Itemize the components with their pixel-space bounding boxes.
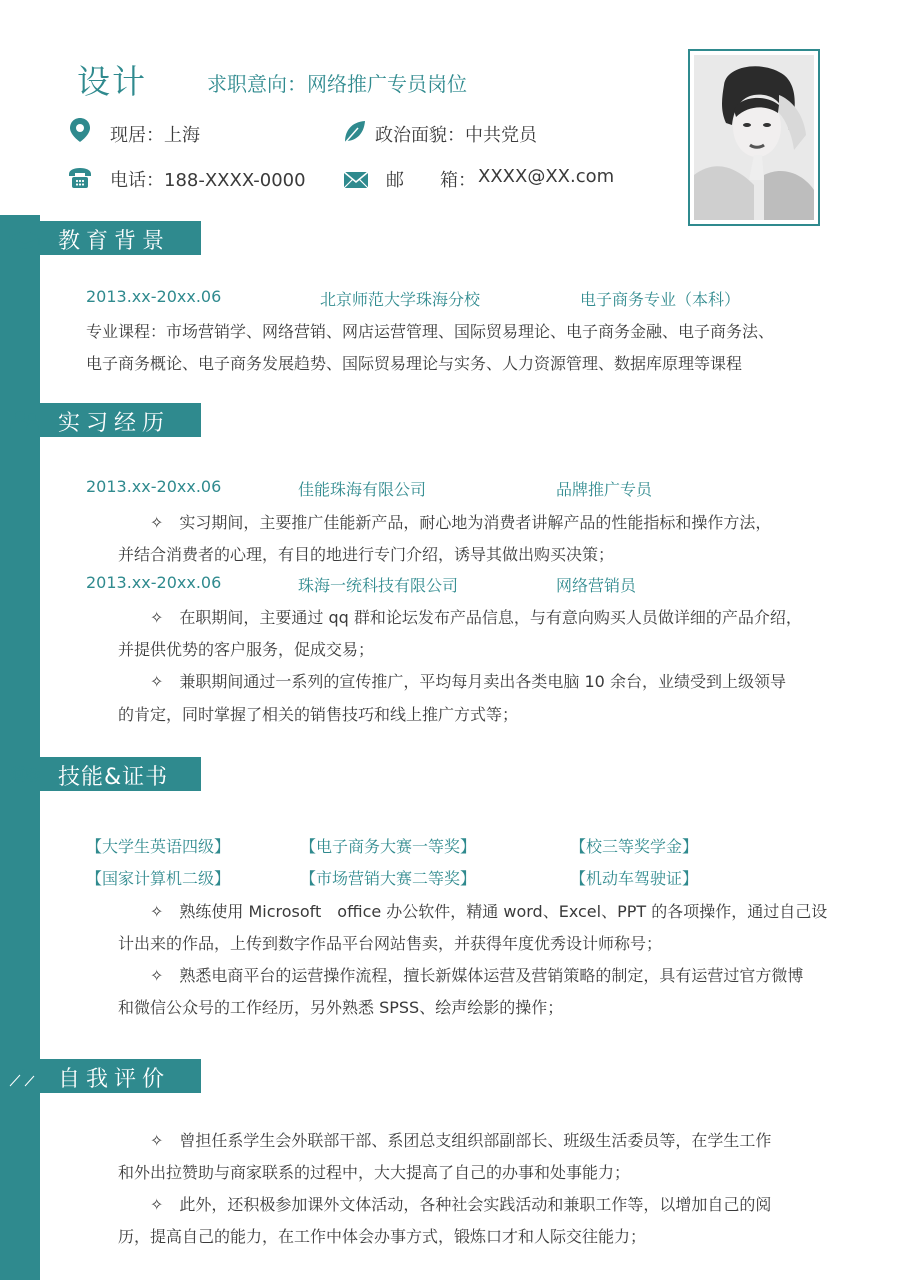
- email-label: 邮 箱：: [386, 170, 476, 191]
- cert-cet4: 【大学生英语四级】: [86, 837, 231, 856]
- self-eval-line2: 和外出拉赞助与商家联系的过程中，大大提高了自己的办事和处事能力；: [118, 1163, 631, 1182]
- job2-desc-line2: 并提供优势的客户服务，促成交易；: [118, 640, 375, 659]
- side-accent-bar: [0, 215, 40, 1280]
- cert-scholarship: 【校三等奖学金】: [570, 837, 699, 856]
- section-self-eval-title: 自我评价: [58, 1067, 171, 1092]
- people-icon: [8, 408, 42, 432]
- telephone-icon: [66, 164, 94, 192]
- cert-computer-level2: 【国家计算机二级】: [86, 869, 231, 888]
- job2-company: 珠海一统科技有限公司: [298, 576, 459, 595]
- job-intent: 求职意向：网络推广专员岗位: [207, 72, 467, 96]
- job1-desc-line1: ✧ 实习期间，主要推广佳能新产品，耐心地为消费者讲解产品的性能指标和操作方法，: [150, 513, 772, 532]
- section-internship-title: 实习经历: [58, 411, 171, 436]
- profile-photo: [688, 49, 820, 226]
- section-internship-header: [0, 403, 201, 437]
- gears-icon: [8, 762, 42, 786]
- education-courses-line1: 专业课程：市场营销学、网络营销、网店运营管理、国际贸易理论、电子商务金融、电子商务法、: [86, 322, 775, 341]
- location-pin-icon: [66, 116, 94, 144]
- cert-driver-license: 【机动车驾驶证】: [570, 869, 699, 888]
- section-self-eval-header: [0, 1059, 201, 1093]
- self-eval-line1: ✧ 曾担任系学生会外联部干部、系团总支组织部副部长、班级生活委员等，在学生工作: [150, 1131, 772, 1150]
- section-skills-header: [0, 757, 201, 791]
- cert-ecommerce-first: 【电子商务大赛一等奖】: [300, 837, 477, 856]
- self-eval-line4: 历，提高自己的能力，在工作中体会办事方式，锻炼口才和人际交往能力；: [118, 1227, 647, 1246]
- job2-role: 网络营销员: [556, 576, 637, 595]
- section-skills-title: 技能&证书: [58, 765, 169, 790]
- leaves-icon: [8, 1064, 42, 1088]
- section-education-header: [0, 221, 201, 255]
- section-education-title: 教育背景: [58, 229, 171, 254]
- graduation-cap-icon: [8, 226, 42, 250]
- leaf-icon: [340, 118, 368, 146]
- skills-desc-line3: ✧ 熟悉电商平台的运营操作流程，擅长新媒体运营及营销策略的制定，具有运营过官方微博: [150, 966, 804, 985]
- job1-period: 2013.xx-20xx.06: [86, 477, 222, 496]
- phone-info: 电话：188-XXXX-0000: [110, 170, 306, 191]
- job2-period: 2013.xx-20xx.06: [86, 573, 222, 592]
- skills-desc-line4: 和微信公众号的工作经历，另外熟悉 SPSS、绘声绘影的操作；: [118, 998, 564, 1017]
- email-value: XXXX@XX.com: [478, 166, 615, 187]
- skills-desc-line1: ✧ 熟练使用 Microsoft office 办公软件，精通 word、Excel、PPT 的各项操作，通过自己设: [150, 902, 828, 921]
- skills-desc-line2: 计出来的作品，上传到数字作品平台网站售卖，并获得年度优秀设计师称号；: [118, 934, 663, 953]
- education-major: 电子商务专业（本科）: [580, 290, 741, 309]
- job1-desc-line2: 并结合消费者的心理，有目的地进行专门介绍，诱导其做出购买决策；: [118, 545, 615, 564]
- job1-company: 佳能珠海有限公司: [298, 480, 427, 499]
- resume-name: 设计: [77, 62, 147, 101]
- education-school: 北京师范大学珠海分校: [320, 290, 481, 309]
- education-courses-line2: 电子商务概论、电子商务发展趋势、国际贸易理论与实务、人力资源管理、数据库原理等课程: [86, 354, 743, 373]
- cert-marketing-second: 【市场营销大赛二等奖】: [300, 869, 477, 888]
- job1-role: 品牌推广专员: [556, 480, 653, 499]
- job2-desc-line1: ✧ 在职期间，主要通过 qq 群和论坛发布产品信息，与有意向购买人员做详细的产品介绍，: [150, 608, 802, 627]
- politics-info: 政治面貌：中共党员: [375, 125, 537, 146]
- education-period: 2013.xx-20xx.06: [86, 287, 222, 306]
- envelope-icon: [342, 166, 370, 194]
- residence-info: 现居：上海: [110, 125, 200, 146]
- job2-desc-line4: 的肯定，同时掌握了相关的销售技巧和线上推广方式等；: [118, 705, 519, 724]
- self-eval-line3: ✧ 此外，还积极参加课外文体活动，各种社会实践活动和兼职工作等，以增加自己的阅: [150, 1195, 772, 1214]
- job2-desc-line3: ✧ 兼职期间通过一系列的宣传推广，平均每月卖出各类电脑 10 余台，业绩受到上级领导: [150, 672, 786, 691]
